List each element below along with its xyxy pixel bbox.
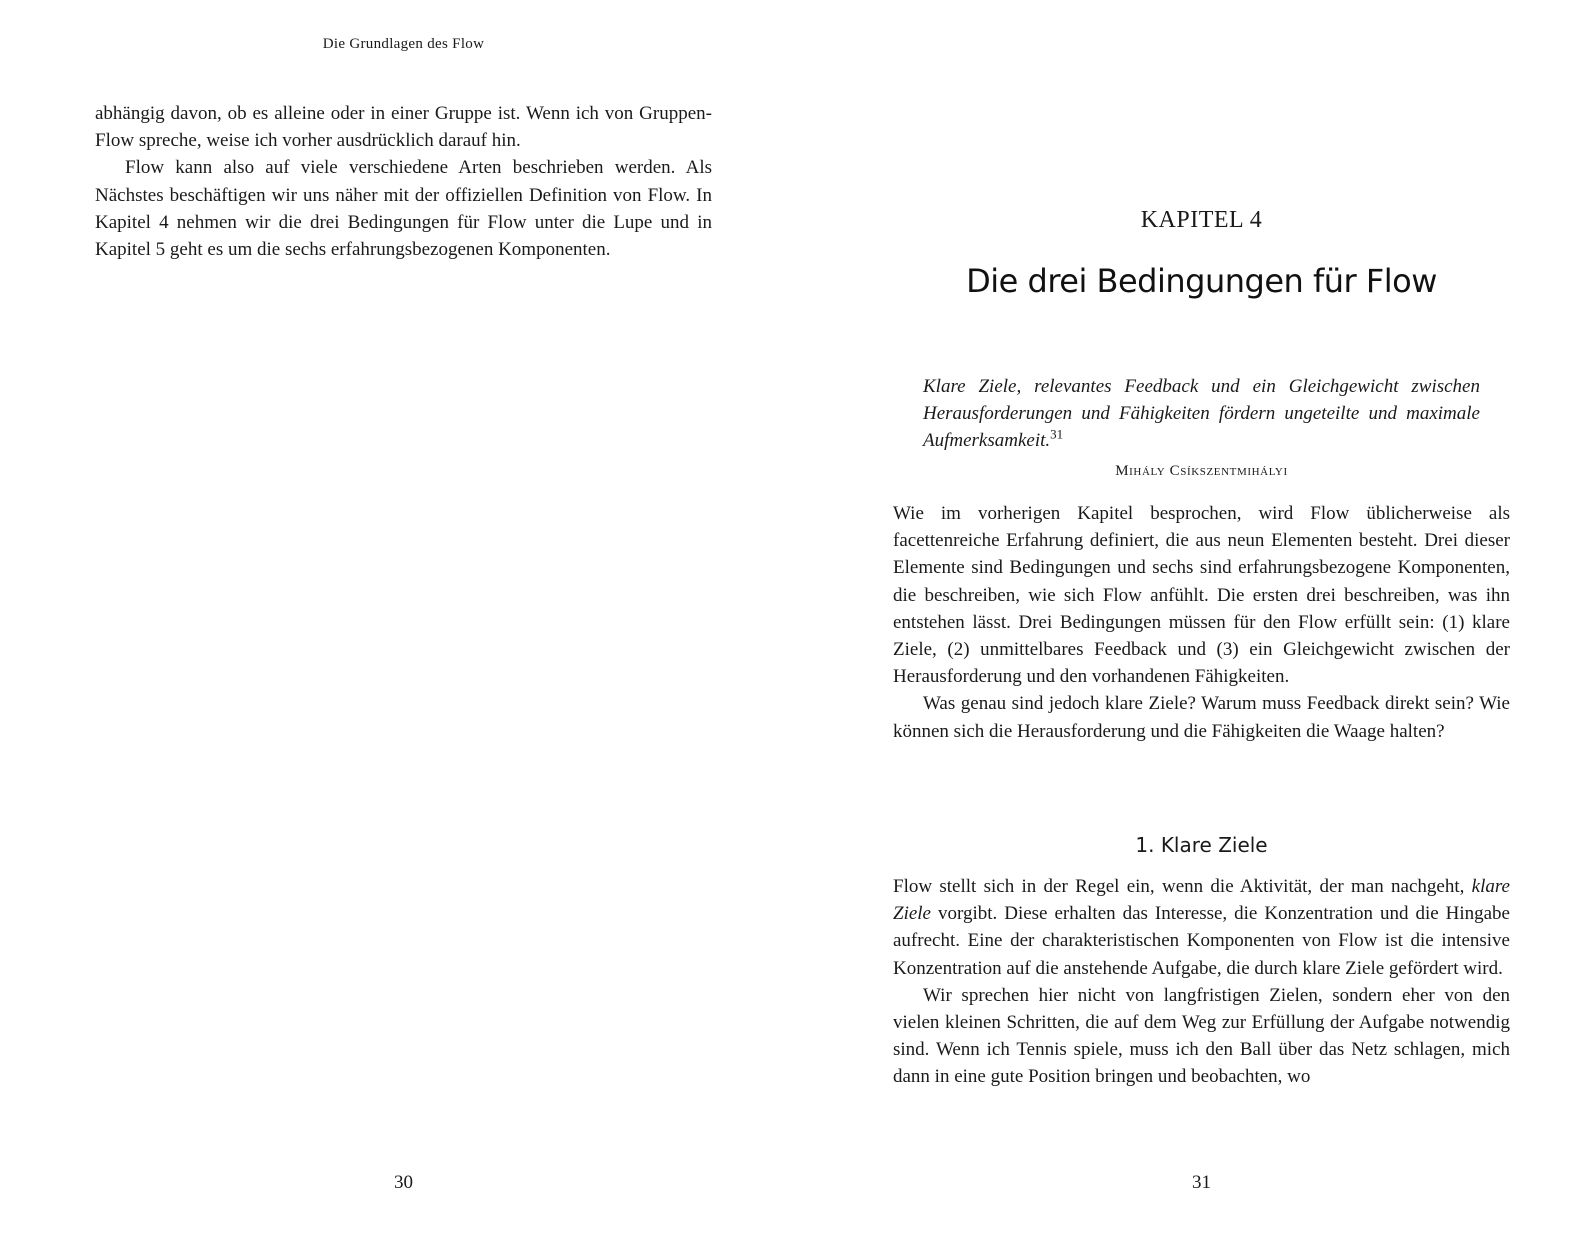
footnote-reference: 31 <box>1050 426 1064 442</box>
left-body-text <box>95 100 712 263</box>
paragraph: Flow kann also auf viele verschiedene Arten beschrieben werden. Als Nächstes beschäftigen wir uns näher mit der offiziellen Definition von Flow. In Kapitel 4 nehmen wir die drei Bedingungen für Flow unter die Lupe und in Kapitel 5 geht es um die sechs erfahrungsbezogenen Komponenten. <box>95 157 712 261</box>
section-body-text <box>893 873 1510 1091</box>
page-number: 30 <box>394 1172 413 1193</box>
intro-body-text <box>893 500 1510 745</box>
chapter-label: KAPITEL 4 <box>1140 207 1263 233</box>
paragraph: Wir sprechen hier nicht von langfristigen Zielen, sondern eher von den vielen kleinen Schritten, die auf dem Weg zur Erfüllung der Aufgabe notwendig sind. Wenn ich Tennis spiele, muss ich den Ball über das Netz schlagen, mich dann in eine gute Position bringen und beobachten, wo <box>893 984 1510 1088</box>
paragraph: abhängig davon, ob es alleine oder in einer Gruppe ist. Wenn ich von Gruppen-Flow spreche, weise ich vorher ausdrücklich darauf hin. <box>95 103 712 152</box>
paragraph: Wie im vorherigen Kapitel besprochen, wird Flow üblicherweise als facettenreiche Erfahrung definiert, die aus neun Elementen besteht. Drei dieser Elemente sind Bedingungen und sechs sind erfahrungsbezogene Komponenten, die beschreiben, wie sich Flow anfühlt. Die ersten drei beschreiben, was ihn entstehen lässt. Drei Bedingungen müssen für den Flow erfüllt sein: (1) klare Ziele, (2) unmittelbares Feedback und (3) ein Gleichgewicht zwischen der Herausforderung und den vorhandenen Fähigkeiten. <box>893 503 1510 688</box>
paragraph: Was genau sind jedoch klare Ziele? Warum muss Feedback direkt sein? Wie können sich die Herausforderung und die Fähigkeiten die Waage halten? <box>893 693 1510 742</box>
emphasis-text: klare Ziele <box>893 876 1510 925</box>
paragraph <box>893 873 1510 982</box>
text-run: Flow stellt sich in der Regel ein, wenn die Aktivität, der man nachgeht, <box>893 876 1465 897</box>
epigraph-quote <box>923 373 1480 454</box>
running-head: Die Grundlagen des Flow <box>322 36 485 52</box>
page-number: 31 <box>1192 1172 1211 1193</box>
right-page <box>797 0 1594 1240</box>
epigraph-text: Klare Ziele, relevantes Feedback und ein Gleichgewicht zwischen Herausforderungen und Fähigkeiten fördern ungeteilte und maximale Aufmerksamkeit. <box>923 376 1480 451</box>
epigraph-author: Mihály Csíkszentmihályi <box>1115 463 1288 479</box>
chapter-title: Die drei Bedingungen für Flow <box>966 262 1437 300</box>
text-run: vorgibt. Diese erhalten das Interesse, die Konzentration und die Hingabe aufrecht. Eine der charakteristischen Komponenten von Flow ist die intensive Konzentration auf die anstehende Aufgabe, die durch klare Ziele gefördert wird. <box>893 903 1510 979</box>
section-heading: 1. Klare Ziele <box>1135 833 1268 857</box>
